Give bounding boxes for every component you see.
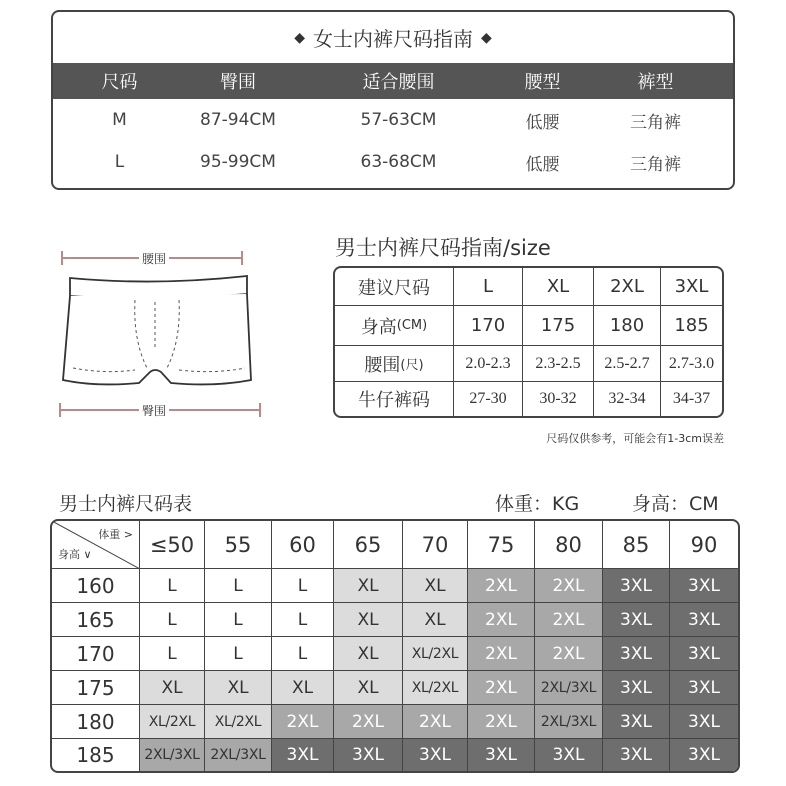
row-label-size: 建议尺码 — [335, 268, 454, 306]
height-cell: 180 — [594, 306, 661, 346]
corner-height-label: 身高 ∨ — [58, 548, 92, 561]
weight-header: 80 — [535, 521, 603, 569]
size-cell: 3XL — [272, 739, 334, 771]
women-table-header — [53, 63, 733, 99]
waist-cell: 2.0-2.3 — [454, 346, 523, 382]
row-label-height — [335, 306, 454, 346]
weight-unit-label: 体重：KG — [495, 493, 580, 515]
waist-cell: 2.3-2.5 — [523, 346, 594, 382]
size-cell: XL/2XL — [403, 671, 468, 705]
size-cell: 2XL — [594, 268, 661, 306]
header-waist: 适合腰围 — [362, 72, 435, 93]
height-cell: 170 — [454, 306, 523, 346]
size-cell: XL — [272, 671, 334, 705]
women-table-title — [53, 12, 733, 63]
row-label-waist — [335, 346, 454, 382]
size-cell: XL/2XL — [205, 705, 272, 739]
size-cell: 2XL/3XL — [535, 705, 603, 739]
height-unit-label: 身高：CM — [632, 493, 719, 515]
size-cell: XL — [140, 671, 205, 705]
height-cell: 175 — [523, 306, 594, 346]
size-cell: 3XL — [535, 739, 603, 771]
boxer-diagram — [55, 240, 275, 430]
size-cell: L — [140, 637, 205, 671]
height-header: 170 — [52, 637, 140, 671]
size-cell: L — [205, 637, 272, 671]
waist-type-cell: 低腰 — [525, 112, 560, 133]
size-cell: 2XL/3XL — [535, 671, 603, 705]
size-cell: L — [205, 569, 272, 603]
size-cell: L — [272, 603, 334, 637]
waist-label: 腰围 — [364, 354, 401, 376]
hip-cell: 87-94CM — [200, 110, 276, 130]
men-size-title: 男士内裤尺码指南/size — [335, 236, 551, 260]
size-cell: 3XL — [603, 637, 670, 671]
size-note: 尺码仅供参考，可能会有1-3cm误差 — [546, 432, 724, 445]
size-cell: 2XL — [272, 705, 334, 739]
weight-header: ≤50 — [140, 521, 205, 569]
size-cell: 2XL — [535, 637, 603, 671]
jeans-cell: 27-30 — [454, 382, 523, 416]
size-cell: 2XL — [468, 569, 535, 603]
waist-cell: 63-68CM — [360, 152, 437, 172]
size-cell: 3XL — [468, 739, 535, 771]
weight-header: 55 — [205, 521, 272, 569]
height-cell: 185 — [661, 306, 722, 346]
size-cell: 3XL — [603, 705, 670, 739]
men-size-table — [333, 266, 724, 418]
size-cell: XL — [523, 268, 594, 306]
weight-header: 60 — [272, 521, 334, 569]
size-cell: XL/2XL — [403, 637, 468, 671]
jeans-cell: 30-32 — [523, 382, 594, 416]
size-cell: 2XL — [403, 705, 468, 739]
size-cell: L — [272, 569, 334, 603]
size-cell: 2XL — [334, 705, 403, 739]
weight-header: 85 — [603, 521, 670, 569]
corner-cell — [52, 521, 140, 569]
hip-cell: 95-99CM — [200, 152, 276, 172]
waist-type-cell: 低腰 — [525, 154, 560, 175]
brief-type-cell: 三角裤 — [630, 154, 681, 175]
waist-cell: 2.7-3.0 — [661, 346, 722, 382]
size-cell: 3XL — [670, 671, 738, 705]
size-cell: XL — [334, 569, 403, 603]
height-header: 185 — [52, 739, 140, 771]
size-cell: 2XL/3XL — [140, 739, 205, 771]
height-header: 180 — [52, 705, 140, 739]
size-cell: XL — [334, 637, 403, 671]
size-cell: 2XL — [468, 637, 535, 671]
weight-header: 70 — [403, 521, 468, 569]
size-cell: XL — [334, 671, 403, 705]
size-cell: 3XL — [661, 268, 722, 306]
women-title-text: 女士内裤尺码指南 — [313, 27, 473, 51]
waist-cell: 2.5-2.7 — [594, 346, 661, 382]
size-cell: 2XL/3XL — [205, 739, 272, 771]
size-chart-title: 男士内裤尺码表 — [59, 493, 193, 515]
size-cell: L — [140, 569, 205, 603]
size-cell: 3XL — [403, 739, 468, 771]
waist-cell: 57-63CM — [360, 110, 437, 130]
height-unit: (CM) — [396, 318, 428, 333]
size-cell: L — [205, 603, 272, 637]
size-cell: 3XL — [670, 739, 738, 771]
women-size-table — [51, 10, 735, 190]
waist-label: 腰围 — [139, 250, 169, 267]
size-cell: XL/2XL — [140, 705, 205, 739]
size-cell: 3XL — [670, 569, 738, 603]
corner-weight-label: 体重 > — [98, 528, 133, 541]
size-cell: XL — [403, 569, 468, 603]
size-cell: 2XL — [535, 603, 603, 637]
height-header: 165 — [52, 603, 140, 637]
size-cell: 3XL — [670, 637, 738, 671]
size-cell: L — [140, 603, 205, 637]
size-cell: XL — [403, 603, 468, 637]
size-cell: L — [454, 268, 523, 306]
size-cell: 3XL — [334, 739, 403, 771]
diamond-left-icon: ◆ — [294, 29, 305, 46]
size-cell: 3XL — [603, 603, 670, 637]
size-cell: 2XL — [468, 705, 535, 739]
size-cell: 2XL — [468, 603, 535, 637]
diamond-right-icon: ◆ — [481, 29, 492, 46]
row-label-jeans: 牛仔裤码 — [335, 382, 454, 416]
size-chart-table — [50, 519, 740, 773]
size-cell: 3XL — [670, 603, 738, 637]
size-cell: 3XL — [603, 739, 670, 771]
jeans-cell: 32-34 — [594, 382, 661, 416]
jeans-cell: 34-37 — [672, 390, 711, 407]
table-row — [53, 99, 733, 141]
weight-header: 90 — [670, 521, 738, 569]
size-cell: 2XL — [535, 569, 603, 603]
size-cell: 2XL — [468, 671, 535, 705]
size-cell: 3XL — [670, 705, 738, 739]
size-cell: XL — [334, 603, 403, 637]
header-brief-type: 裤型 — [637, 72, 674, 93]
header-hip: 臀围 — [220, 72, 256, 93]
header-size: 尺码 — [101, 72, 138, 93]
table-row — [53, 141, 733, 183]
weight-header: 75 — [468, 521, 535, 569]
size-cell: L — [272, 637, 334, 671]
height-label: 身高 — [360, 316, 397, 338]
size-cell: 3XL — [603, 569, 670, 603]
height-header: 175 — [52, 671, 140, 705]
brief-type-cell: 三角裤 — [630, 112, 681, 133]
weight-header: 65 — [334, 521, 403, 569]
size-cell: 3XL — [603, 671, 670, 705]
size-cell: L — [114, 152, 125, 172]
height-header: 160 — [52, 569, 140, 603]
size-cell: M — [112, 110, 127, 130]
size-cell: XL — [205, 671, 272, 705]
hip-label: 臀围 — [139, 402, 169, 419]
header-waist-type: 腰型 — [524, 72, 561, 93]
waist-unit: (尺) — [400, 358, 424, 373]
